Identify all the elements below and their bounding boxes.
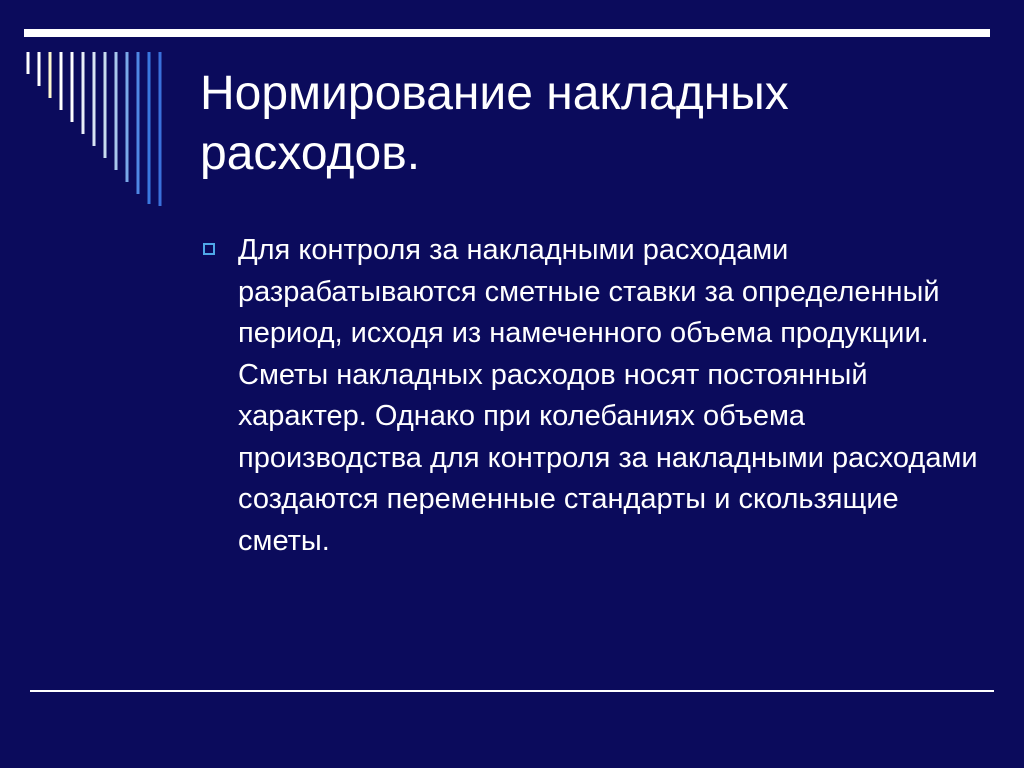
bullet-item xyxy=(200,230,980,562)
bullet-list xyxy=(200,230,980,562)
decorative-vertical-lines xyxy=(26,50,166,210)
hollow-square-bullet-icon xyxy=(203,243,215,255)
bullet-text: Для контроля за накладными расходами разрабатываются сметные ставки за определенный период, исходя из намеченного объема продукции. Сметы накладных расходов носят постоянный характер. Однако при колебаниях объема производства для контроля за накладными расходами создаются переменные стандарты и скользящие сметы. xyxy=(238,234,978,557)
top-divider-line xyxy=(24,29,990,37)
bottom-divider-line xyxy=(30,690,994,692)
slide-title: Нормирование накладных расходов. xyxy=(200,67,789,180)
